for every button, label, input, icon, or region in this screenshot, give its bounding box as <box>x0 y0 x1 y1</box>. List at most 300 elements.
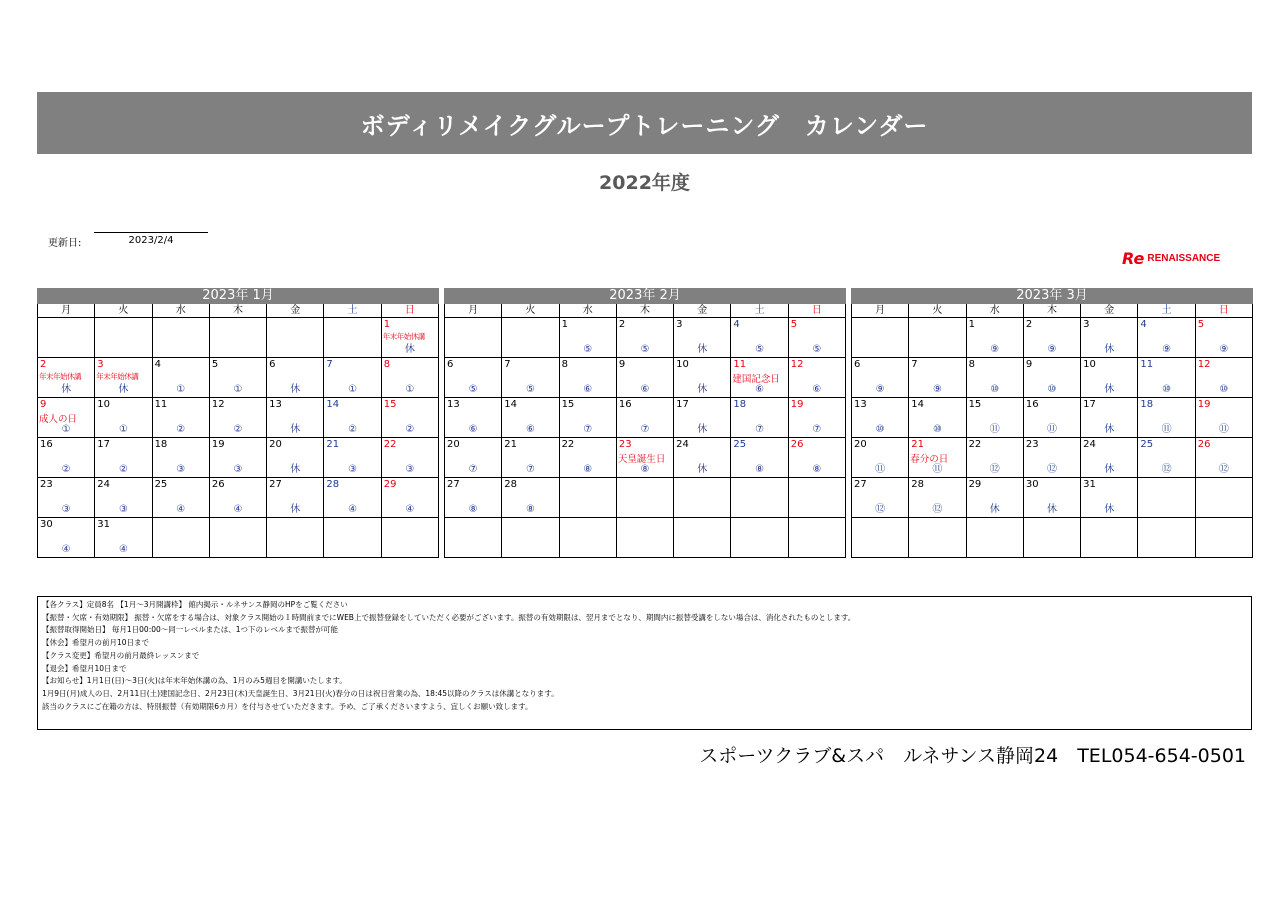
session-mark: ② <box>176 424 186 435</box>
day-cell <box>731 438 788 478</box>
weekday-label: 水 <box>967 304 1024 317</box>
weekday-label: 金 <box>267 304 324 317</box>
day-number: 23 <box>40 479 53 490</box>
session-mark: ⑦ <box>468 464 478 475</box>
day-number: 22 <box>561 439 575 450</box>
weekday-label: 水 <box>153 304 210 317</box>
note-line: 【クラス変更】希望月の前月最終レッスンまで <box>42 650 200 660</box>
holiday-note: 年末年始休講 <box>96 372 139 381</box>
note-line: 【振替・欠席・有効期限】 振替・欠席をする場合は、対象クラス開始の１時間前までにWEB上で振替登録をしていただく必要がございます。振替の有効期限は、翌月までとなり、期間内に振替受講をしない場合は、消化されたものとします。 <box>42 612 856 622</box>
session-mark: ① <box>176 384 186 395</box>
session-mark: 休 <box>1104 464 1115 475</box>
weekday-label: 日 <box>382 304 439 317</box>
day-number: 3 <box>676 319 683 330</box>
session-mark: 休 <box>989 504 1000 515</box>
empty-cell <box>560 518 617 558</box>
day-cell <box>502 438 559 478</box>
day-cell <box>267 398 324 438</box>
session-mark: ⑦ <box>755 424 765 435</box>
day-number: 14 <box>504 399 518 410</box>
day-number: 16 <box>1025 399 1039 410</box>
empty-cell <box>852 518 909 558</box>
day-cell <box>38 438 95 478</box>
session-mark: ④ <box>405 504 415 515</box>
weekday-label: 日 <box>1196 304 1253 317</box>
day-number: 22 <box>968 439 982 450</box>
weekday-header <box>37 304 439 318</box>
session-mark: 休 <box>697 424 708 435</box>
session-mark: ⑩ <box>932 424 942 435</box>
day-number: 4 <box>154 359 161 370</box>
session-mark: ⑫ <box>875 504 886 515</box>
day-cell <box>1081 438 1138 478</box>
day-number: 31 <box>97 519 111 530</box>
day-cell <box>617 438 674 478</box>
day-number: 4 <box>733 319 740 330</box>
holiday-note: 年末年始休講 <box>382 332 425 341</box>
session-mark: ⑨ <box>875 384 885 395</box>
day-number: 2 <box>618 319 626 330</box>
day-cell <box>1196 358 1253 398</box>
day-cell <box>1138 318 1195 358</box>
day-cell <box>674 438 731 478</box>
day-cell <box>674 398 731 438</box>
month-title: 2023年 1月 <box>37 288 439 304</box>
page-title: ボディリメイクグループトレーニング カレンダー <box>37 92 1252 154</box>
day-cell <box>1081 358 1138 398</box>
day-grid <box>444 318 846 558</box>
empty-cell <box>1024 518 1081 558</box>
day-cell <box>909 438 966 478</box>
day-cell <box>967 318 1024 358</box>
session-mark: ① <box>118 424 128 435</box>
day-cell <box>324 358 381 398</box>
day-cell <box>445 478 502 518</box>
session-mark: ⑧ <box>640 464 650 475</box>
session-mark: 休 <box>118 384 129 395</box>
day-cell <box>1024 438 1081 478</box>
session-mark: ② <box>61 464 71 475</box>
logo-text: RENAISSANCE <box>1147 253 1221 264</box>
session-mark: ⑪ <box>1161 424 1172 435</box>
empty-cell <box>1081 518 1138 558</box>
day-cell <box>324 398 381 438</box>
day-number: 30 <box>40 519 53 530</box>
day-number: 11 <box>1140 359 1154 370</box>
day-number: 5 <box>1197 319 1205 330</box>
day-cell <box>324 478 381 518</box>
session-mark: ⑩ <box>1047 384 1057 395</box>
day-cell <box>1196 438 1253 478</box>
empty-cell <box>267 318 324 358</box>
session-mark: 休 <box>697 344 708 355</box>
day-grid <box>851 318 1253 558</box>
session-mark: ④ <box>118 544 128 555</box>
note-line: 【退会】希望月10日まで <box>42 663 127 673</box>
weekday-label: 火 <box>909 304 966 317</box>
holiday-note: 春分の日 <box>910 454 949 465</box>
day-cell <box>617 398 674 438</box>
session-mark: ⑪ <box>1046 424 1057 435</box>
session-mark: 休 <box>697 464 708 475</box>
day-number: 20 <box>447 439 460 450</box>
day-number: 15 <box>383 399 397 410</box>
day-cell <box>382 478 439 518</box>
updated-date: 2023/2/4 <box>94 232 208 246</box>
session-mark: 休 <box>290 504 301 515</box>
day-cell <box>967 358 1024 398</box>
session-mark: ③ <box>118 504 128 515</box>
day-number: 20 <box>854 439 867 450</box>
day-cell <box>1138 398 1195 438</box>
day-number: 18 <box>733 399 747 410</box>
session-mark: ③ <box>233 464 243 475</box>
session-mark: ⑦ <box>812 424 822 435</box>
day-number: 15 <box>561 399 575 410</box>
day-number: 29 <box>968 479 982 490</box>
empty-cell <box>674 518 731 558</box>
session-mark: ② <box>233 424 243 435</box>
day-number: 28 <box>326 479 340 490</box>
day-number: 1 <box>383 319 391 330</box>
day-number: 24 <box>97 479 111 490</box>
day-number: 24 <box>676 439 689 450</box>
day-number: 6 <box>447 359 454 370</box>
day-number: 4 <box>1140 319 1147 330</box>
session-mark: ⑤ <box>755 344 765 355</box>
session-mark: ⑩ <box>875 424 885 435</box>
day-number: 24 <box>1083 439 1096 450</box>
empty-cell <box>382 518 439 558</box>
session-mark: 休 <box>290 424 301 435</box>
day-cell <box>382 358 439 398</box>
session-mark: ⑫ <box>1161 464 1172 475</box>
session-mark: ② <box>118 464 128 475</box>
day-number: 18 <box>1140 399 1154 410</box>
day-number: 12 <box>1197 359 1211 370</box>
day-cell <box>502 478 559 518</box>
day-number: 27 <box>269 479 282 490</box>
day-number: 15 <box>968 399 982 410</box>
holiday-note: 年末年始休講 <box>39 372 81 381</box>
day-cell <box>38 358 95 398</box>
day-cell <box>1024 358 1081 398</box>
day-number: 9 <box>40 399 47 410</box>
session-mark: ⑤ <box>583 344 593 355</box>
session-mark: ⑩ <box>1219 384 1229 395</box>
session-mark: ④ <box>233 504 243 515</box>
session-mark: ⑧ <box>583 464 593 475</box>
day-cell <box>789 318 846 358</box>
session-mark: ⑥ <box>583 384 593 395</box>
day-number: 22 <box>383 439 397 450</box>
month-calendar-jan <box>37 288 439 558</box>
weekday-label: 月 <box>445 304 502 317</box>
empty-cell <box>852 318 909 358</box>
day-cell <box>852 438 909 478</box>
session-mark: ② <box>348 424 358 435</box>
session-mark: ⑦ <box>583 424 593 435</box>
session-mark: ⑪ <box>932 464 943 475</box>
day-cell <box>267 478 324 518</box>
session-mark: ⑧ <box>812 464 822 475</box>
day-number: 14 <box>326 399 340 410</box>
day-cell <box>38 518 95 558</box>
day-cell <box>502 398 559 438</box>
day-cell <box>560 318 617 358</box>
day-number: 23 <box>1025 439 1039 450</box>
day-cell <box>967 478 1024 518</box>
day-cell <box>967 438 1024 478</box>
day-cell <box>617 358 674 398</box>
month-calendar-mar <box>851 288 1253 558</box>
day-number: 18 <box>154 439 168 450</box>
day-cell <box>1081 318 1138 358</box>
day-cell <box>95 438 152 478</box>
empty-cell <box>967 518 1024 558</box>
empty-cell <box>1196 478 1253 518</box>
session-mark: ⑫ <box>1218 464 1229 475</box>
day-cell <box>445 438 502 478</box>
club-contact: スポーツクラブ&スパ ルネサンス静岡24 TEL054-654-0501 <box>699 745 1246 767</box>
day-cell <box>95 358 152 398</box>
empty-cell <box>502 318 559 358</box>
empty-cell <box>617 518 674 558</box>
day-grid <box>37 318 439 558</box>
day-cell <box>1024 398 1081 438</box>
day-number: 19 <box>211 439 225 450</box>
session-mark: ⑫ <box>989 464 1000 475</box>
day-number: 28 <box>911 479 925 490</box>
session-mark: 休 <box>1104 424 1115 435</box>
day-number: 17 <box>676 399 689 410</box>
day-number: 29 <box>383 479 397 490</box>
day-number: 9 <box>1025 359 1033 370</box>
empty-cell <box>267 518 324 558</box>
empty-cell <box>210 518 267 558</box>
day-cell <box>324 438 381 478</box>
day-number: 27 <box>447 479 460 490</box>
session-mark: 休 <box>290 464 301 475</box>
weekday-label: 木 <box>1024 304 1081 317</box>
day-cell <box>210 438 267 478</box>
day-cell <box>153 438 210 478</box>
day-cell <box>445 358 502 398</box>
empty-cell <box>1138 518 1195 558</box>
note-line: 【お知らせ】1月1日(日)～3日(火)は年末年始休講の為、1月のみ5週目を開講いたします。 <box>42 676 347 686</box>
day-cell <box>852 398 909 438</box>
session-mark: ⑥ <box>525 424 535 435</box>
day-number: 6 <box>854 359 861 370</box>
session-mark: ① <box>405 384 415 395</box>
day-number: 11 <box>733 359 747 370</box>
weekday-label: 金 <box>1081 304 1138 317</box>
empty-cell <box>324 518 381 558</box>
empty-cell <box>789 478 846 518</box>
session-mark: ⑥ <box>755 384 765 395</box>
day-cell <box>852 358 909 398</box>
empty-cell <box>445 518 502 558</box>
session-mark: 休 <box>404 344 415 355</box>
holiday-note: 成人の日 <box>39 414 78 425</box>
empty-cell <box>789 518 846 558</box>
day-cell <box>560 438 617 478</box>
updated-label: 更新日: <box>48 238 82 249</box>
day-number: 25 <box>733 439 747 450</box>
empty-cell <box>445 318 502 358</box>
session-mark: 休 <box>1104 384 1115 395</box>
day-cell <box>267 358 324 398</box>
day-number: 17 <box>1083 399 1096 410</box>
day-number: 5 <box>790 319 798 330</box>
day-number: 16 <box>618 399 632 410</box>
day-number: 7 <box>911 359 918 370</box>
month-title: 2023年 3月 <box>851 288 1253 304</box>
note-line: 【各クラス】定員8名 【1月～3月開講枠】 館内掲示・ルネサンス静岡のHPをご覧ください <box>42 600 348 609</box>
session-mark: 休 <box>290 384 301 395</box>
day-cell <box>1024 318 1081 358</box>
day-number: 12 <box>790 359 804 370</box>
day-number: 2 <box>1025 319 1033 330</box>
day-cell <box>789 438 846 478</box>
session-mark: ⑩ <box>990 384 1000 395</box>
day-number: 27 <box>854 479 867 490</box>
day-number: 17 <box>97 439 111 450</box>
day-number: 26 <box>211 479 225 490</box>
day-number: 19 <box>1197 399 1211 410</box>
session-mark: ① <box>348 384 358 395</box>
session-mark: ⑩ <box>1162 384 1172 395</box>
session-mark: ⑨ <box>1219 344 1229 355</box>
day-cell <box>153 478 210 518</box>
day-number: 21 <box>326 439 340 450</box>
day-cell <box>1138 358 1195 398</box>
weekday-label: 水 <box>560 304 617 317</box>
day-cell <box>95 478 152 518</box>
day-number: 13 <box>447 399 460 410</box>
day-number: 6 <box>269 359 276 370</box>
holiday-note: 天皇誕生日 <box>617 454 666 465</box>
empty-cell <box>1138 478 1195 518</box>
notes-box <box>37 596 1252 730</box>
empty-cell <box>560 478 617 518</box>
empty-cell <box>674 478 731 518</box>
empty-cell <box>617 478 674 518</box>
day-number: 21 <box>911 439 925 450</box>
weekday-label: 土 <box>1138 304 1195 317</box>
day-number: 11 <box>154 399 168 410</box>
empty-cell <box>153 518 210 558</box>
renaissance-logo <box>1122 249 1220 268</box>
logo-mark-icon: Re <box>1122 249 1145 268</box>
day-number: 21 <box>504 439 518 450</box>
weekday-label: 木 <box>210 304 267 317</box>
session-mark: ⑨ <box>1047 344 1057 355</box>
session-mark: ③ <box>348 464 358 475</box>
day-number: 12 <box>211 399 225 410</box>
session-mark: 休 <box>61 384 72 395</box>
day-cell <box>909 398 966 438</box>
note-line: 1月9日(月)成人の日、2月11日(土)建国記念日、2月23日(木)天皇誕生日、3月21日(火)春分の日は祝日営業の為、18:45以降のクラスは休講となります。 <box>42 688 559 698</box>
session-mark: ① <box>61 424 71 435</box>
session-mark: ⑥ <box>468 424 478 435</box>
empty-cell <box>153 318 210 358</box>
day-number: 20 <box>269 439 282 450</box>
session-mark: ④ <box>176 504 186 515</box>
month-title: 2023年 2月 <box>444 288 846 304</box>
empty-cell <box>909 518 966 558</box>
day-number: 2 <box>40 359 47 370</box>
session-mark: ⑧ <box>525 504 535 515</box>
session-mark: ⑧ <box>755 464 765 475</box>
day-cell <box>153 358 210 398</box>
session-mark: ⑫ <box>932 504 943 515</box>
day-number: 8 <box>561 359 568 370</box>
day-number: 26 <box>1197 439 1211 450</box>
day-number: 8 <box>968 359 975 370</box>
day-cell <box>617 318 674 358</box>
session-mark: ⑪ <box>989 424 1000 435</box>
day-number: 8 <box>383 359 391 370</box>
day-cell <box>1081 478 1138 518</box>
day-number: 3 <box>1083 319 1090 330</box>
day-cell <box>560 398 617 438</box>
session-mark: ⑤ <box>812 344 822 355</box>
session-mark: ⑤ <box>525 384 535 395</box>
day-cell <box>153 398 210 438</box>
day-cell <box>909 478 966 518</box>
day-cell <box>95 518 152 558</box>
weekday-label: 木 <box>617 304 674 317</box>
day-number: 10 <box>1083 359 1096 370</box>
day-cell <box>789 358 846 398</box>
day-cell <box>560 358 617 398</box>
session-mark: ③ <box>405 464 415 475</box>
day-number: 31 <box>1083 479 1096 490</box>
session-mark: ⑪ <box>875 464 886 475</box>
holiday-note: 建国記念日 <box>732 374 780 385</box>
day-cell <box>731 318 788 358</box>
day-number: 9 <box>618 359 626 370</box>
session-mark: ③ <box>61 504 71 515</box>
day-cell <box>789 398 846 438</box>
day-cell <box>210 478 267 518</box>
empty-cell <box>909 318 966 358</box>
session-mark: ⑦ <box>525 464 535 475</box>
session-mark: ⑨ <box>1162 344 1172 355</box>
weekday-label: 日 <box>789 304 846 317</box>
day-number: 13 <box>854 399 867 410</box>
empty-cell <box>210 318 267 358</box>
day-cell <box>1081 398 1138 438</box>
day-number: 19 <box>790 399 804 410</box>
weekday-label: 火 <box>95 304 152 317</box>
session-mark: ⑦ <box>640 424 650 435</box>
empty-cell <box>38 318 95 358</box>
day-cell <box>967 398 1024 438</box>
session-mark: ① <box>233 384 243 395</box>
session-mark: ⑤ <box>468 384 478 395</box>
day-cell <box>731 358 788 398</box>
session-mark: ⑨ <box>932 384 942 395</box>
weekday-label: 金 <box>674 304 731 317</box>
note-line: 該当のクラスにご在籍の方は、特別振替（有効期限6カ月）を付与させていただきます。予め、ご了承くださいますよう、宜しくお願い致します。 <box>42 701 533 711</box>
weekday-header <box>444 304 846 318</box>
day-number: 25 <box>1140 439 1154 450</box>
weekday-label: 土 <box>731 304 788 317</box>
session-mark: ⑥ <box>812 384 822 395</box>
day-number: 13 <box>269 399 282 410</box>
